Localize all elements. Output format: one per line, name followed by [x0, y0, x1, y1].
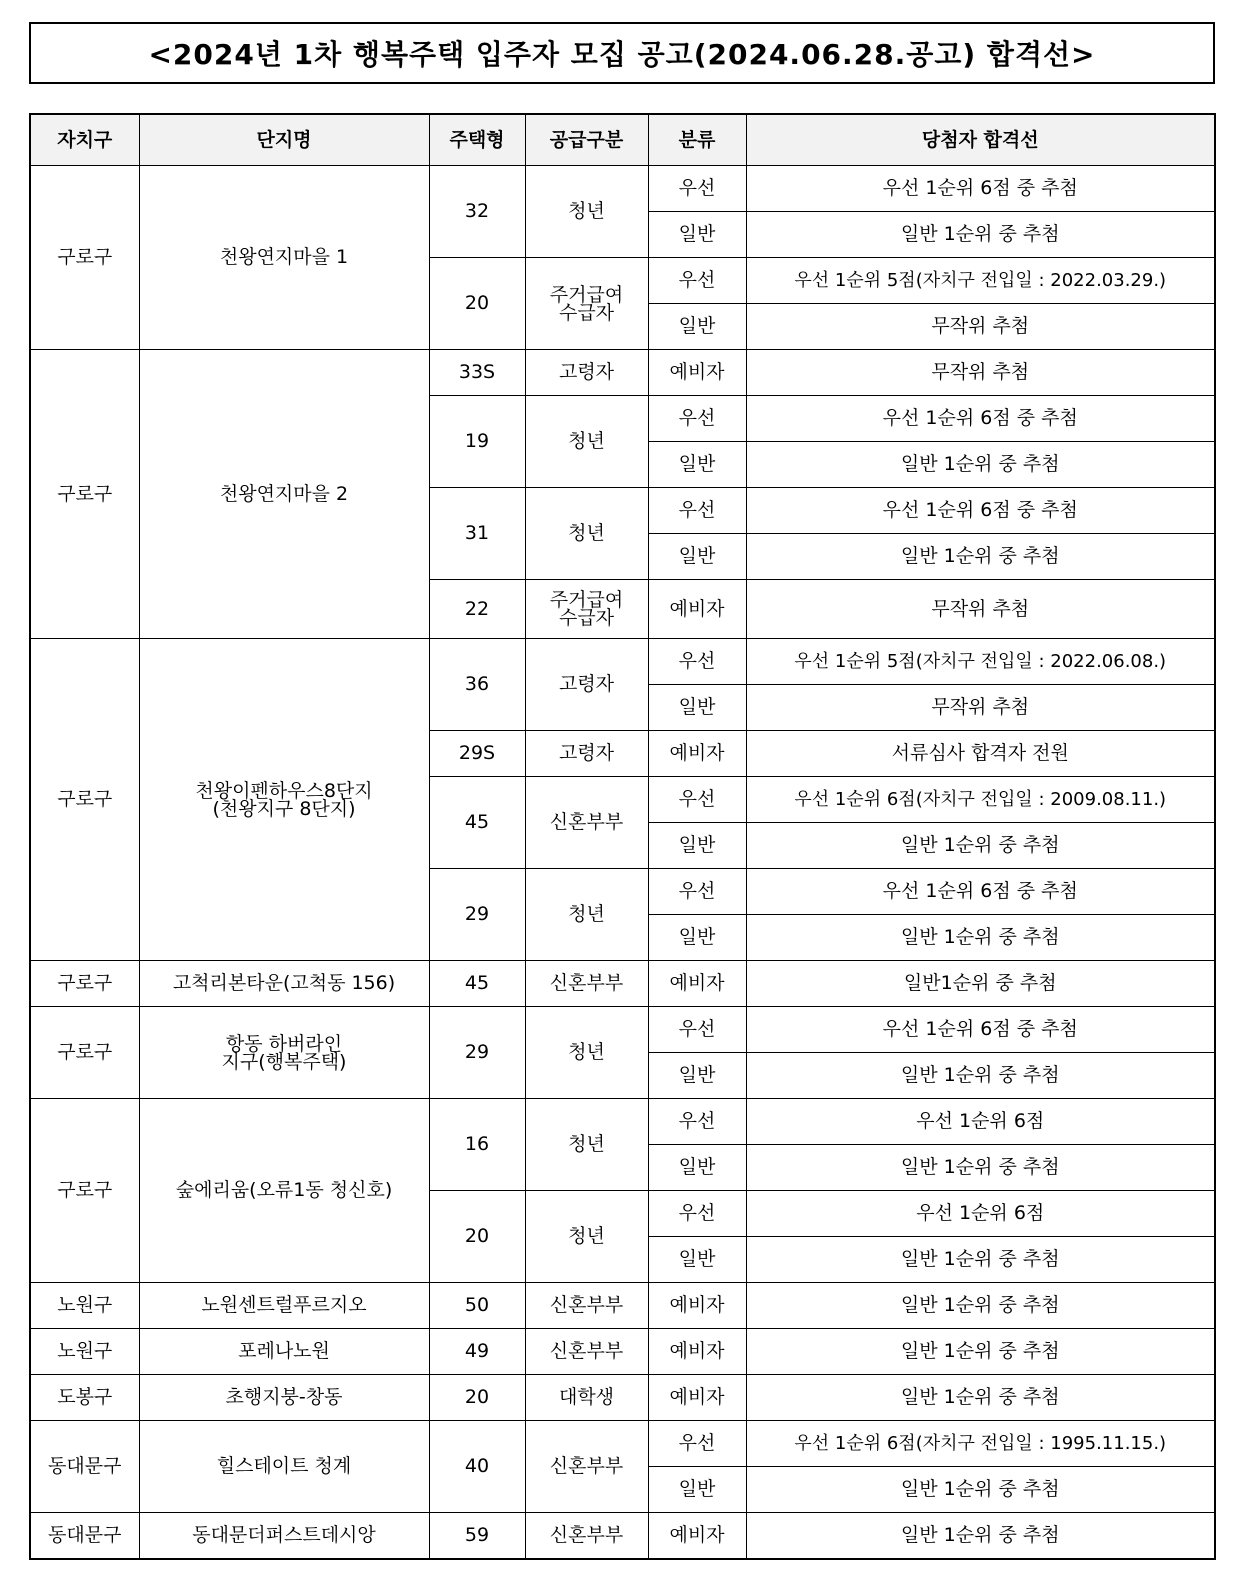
cell-class: 예비자 [648, 1375, 746, 1421]
table-row [30, 1421, 1215, 1467]
cell-type: 45 [429, 777, 525, 869]
cell-supply: 청년 [525, 869, 648, 961]
cell-class: 일반 [648, 212, 746, 258]
cell-gu: 구로구 [30, 961, 139, 1007]
cell-class: 우선 [648, 777, 746, 823]
cell-class: 예비자 [648, 731, 746, 777]
cell-cutline: 일반 1순위 중 추첨 [746, 823, 1215, 869]
cell-complex [139, 639, 429, 961]
cell-type: 31 [429, 488, 525, 580]
table-row [30, 1099, 1215, 1145]
header-type: 주택형 [429, 114, 525, 166]
cell-type: 20 [429, 1191, 525, 1283]
results-table [29, 113, 1216, 1560]
header-row [30, 114, 1215, 166]
cell-class: 우선 [648, 1007, 746, 1053]
cell-supply [525, 580, 648, 639]
cell-cutline: 일반1순위 중 추첨 [746, 961, 1215, 1007]
cell-complex: 천왕연지마을 1 [139, 166, 429, 350]
cell-gu: 구로구 [30, 350, 139, 639]
cell-type: 22 [429, 580, 525, 639]
cell-supply: 신혼부부 [525, 1421, 648, 1513]
cell-type: 59 [429, 1513, 525, 1560]
cell-cutline: 우선 1순위 6점 중 추첨 [746, 1007, 1215, 1053]
cell-gu: 구로구 [30, 639, 139, 961]
cell-cutline: 우선 1순위 6점(자치구 전입일 : 1995.11.15.) [746, 1421, 1215, 1467]
cell-supply [525, 258, 648, 350]
cell-type: 50 [429, 1283, 525, 1329]
cell-type: 36 [429, 639, 525, 731]
cell-gu: 구로구 [30, 1099, 139, 1283]
cell-class: 우선 [648, 1421, 746, 1467]
cell-cutline: 일반 1순위 중 추첨 [746, 1375, 1215, 1421]
cell-class: 예비자 [648, 580, 746, 639]
cell-supply: 청년 [525, 488, 648, 580]
cell-supply: 신혼부부 [525, 1329, 648, 1375]
cell-complex-line1: 항동 하버라인 [225, 1032, 343, 1055]
cell-type: 32 [429, 166, 525, 258]
cell-class: 예비자 [648, 961, 746, 1007]
cell-cutline: 우선 1순위 5점(자치구 전입일 : 2022.03.29.) [746, 258, 1215, 304]
table-row [30, 1283, 1215, 1329]
cell-complex: 숲에리움(오류1동 청신호) [139, 1099, 429, 1283]
cell-supply-line1: 주거급여 [549, 283, 624, 306]
cell-class: 일반 [648, 685, 746, 731]
cell-complex: 천왕연지마을 2 [139, 350, 429, 639]
cell-type: 29S [429, 731, 525, 777]
cell-cutline: 일반 1순위 중 추첨 [746, 1329, 1215, 1375]
cell-supply: 신혼부부 [525, 1513, 648, 1560]
page-title: <2024년 1차 행복주택 입주자 모집 공고(2024.06.28.공고) 합격선> [148, 38, 1096, 71]
cell-gu: 도봉구 [30, 1375, 139, 1421]
cell-class: 예비자 [648, 350, 746, 396]
cell-type: 29 [429, 1007, 525, 1099]
cell-supply: 신혼부부 [525, 961, 648, 1007]
cell-class: 예비자 [648, 1283, 746, 1329]
cell-supply: 청년 [525, 166, 648, 258]
cell-class: 우선 [648, 258, 746, 304]
cell-cutline: 일반 1순위 중 추첨 [746, 212, 1215, 258]
cell-type: 40 [429, 1421, 525, 1513]
table-row [30, 961, 1215, 1007]
cell-supply: 청년 [525, 1099, 648, 1191]
cell-type: 16 [429, 1099, 525, 1191]
cell-complex: 힐스테이트 청계 [139, 1421, 429, 1513]
title-box [29, 22, 1215, 84]
cell-class: 우선 [648, 1099, 746, 1145]
cell-cutline: 무작위 추첨 [746, 580, 1215, 639]
header-cutline: 당첨자 합격선 [746, 114, 1215, 166]
cell-class: 우선 [648, 396, 746, 442]
cell-supply: 고령자 [525, 639, 648, 731]
cell-cutline: 우선 1순위 6점 [746, 1099, 1215, 1145]
cell-cutline: 일반 1순위 중 추첨 [746, 534, 1215, 580]
cell-cutline: 우선 1순위 6점 중 추첨 [746, 488, 1215, 534]
cell-cutline: 우선 1순위 6점 중 추첨 [746, 166, 1215, 212]
cell-class: 일반 [648, 1145, 746, 1191]
cell-cutline: 무작위 추첨 [746, 685, 1215, 731]
cell-cutline: 일반 1순위 중 추첨 [746, 1467, 1215, 1513]
cell-complex: 포레나노원 [139, 1329, 429, 1375]
cell-cutline: 우선 1순위 6점 중 추첨 [746, 869, 1215, 915]
cell-cutline: 일반 1순위 중 추첨 [746, 1145, 1215, 1191]
cell-cutline: 일반 1순위 중 추첨 [746, 1283, 1215, 1329]
table-row [30, 639, 1215, 685]
cell-gu: 노원구 [30, 1329, 139, 1375]
cell-cutline: 우선 1순위 6점(자치구 전입일 : 2009.08.11.) [746, 777, 1215, 823]
cell-cutline: 우선 1순위 6점 중 추첨 [746, 396, 1215, 442]
cell-complex: 노원센트럴푸르지오 [139, 1283, 429, 1329]
cell-class: 일반 [648, 915, 746, 961]
cell-cutline: 일반 1순위 중 추첨 [746, 1513, 1215, 1560]
cell-cutline: 우선 1순위 6점 [746, 1191, 1215, 1237]
cell-class: 일반 [648, 823, 746, 869]
cell-gu: 노원구 [30, 1283, 139, 1329]
cell-type: 49 [429, 1329, 525, 1375]
cell-complex-line2: 지구(행복주택) [221, 1050, 347, 1073]
cell-complex-line1: 천왕이펜하우스8단지 [195, 779, 373, 802]
cell-complex: 고척리본타운(고척동 156) [139, 961, 429, 1007]
cell-class: 일반 [648, 534, 746, 580]
cell-cutline: 무작위 추첨 [746, 304, 1215, 350]
cell-class: 우선 [648, 639, 746, 685]
cell-cutline: 무작위 추첨 [746, 350, 1215, 396]
cell-gu: 구로구 [30, 166, 139, 350]
cell-supply-line1: 주거급여 [549, 589, 624, 611]
cell-class: 일반 [648, 1053, 746, 1099]
header-gu: 자치구 [30, 114, 139, 166]
table-row [30, 1513, 1215, 1560]
table-row [30, 1375, 1215, 1421]
cell-gu: 동대문구 [30, 1513, 139, 1560]
table-row [30, 350, 1215, 396]
header-class: 분류 [648, 114, 746, 166]
cell-cutline: 우선 1순위 5점(자치구 전입일 : 2022.06.08.) [746, 639, 1215, 685]
table-row [30, 166, 1215, 212]
cell-supply-line2: 수급자 [558, 301, 615, 324]
cell-supply-line2: 수급자 [558, 607, 615, 629]
cell-class: 우선 [648, 166, 746, 212]
cell-complex-line2: (천왕지구 8단지) [212, 797, 356, 820]
cell-supply: 신혼부부 [525, 1283, 648, 1329]
cell-class: 일반 [648, 304, 746, 350]
cell-gu: 동대문구 [30, 1421, 139, 1513]
cell-type: 20 [429, 1375, 525, 1421]
cell-cutline: 일반 1순위 중 추첨 [746, 915, 1215, 961]
cell-type: 29 [429, 869, 525, 961]
cell-cutline: 일반 1순위 중 추첨 [746, 1053, 1215, 1099]
table-row [30, 1329, 1215, 1375]
cell-type: 19 [429, 396, 525, 488]
cell-supply: 청년 [525, 396, 648, 488]
header-supply: 공급구분 [525, 114, 648, 166]
cell-supply: 고령자 [525, 350, 648, 396]
cell-supply: 청년 [525, 1191, 648, 1283]
cell-supply: 고령자 [525, 731, 648, 777]
cell-cutline: 서류심사 합격자 전원 [746, 731, 1215, 777]
cell-class: 일반 [648, 442, 746, 488]
cell-supply: 신혼부부 [525, 777, 648, 869]
cell-supply: 청년 [525, 1007, 648, 1099]
cell-class: 일반 [648, 1237, 746, 1283]
cell-class: 우선 [648, 1191, 746, 1237]
cell-class: 예비자 [648, 1513, 746, 1560]
cell-type: 20 [429, 258, 525, 350]
cell-class: 예비자 [648, 1329, 746, 1375]
cell-type: 45 [429, 961, 525, 1007]
cell-complex [139, 1007, 429, 1099]
header-complex: 단지명 [139, 114, 429, 166]
cell-cutline: 일반 1순위 중 추첨 [746, 442, 1215, 488]
cell-class: 일반 [648, 1467, 746, 1513]
cell-complex: 동대문더퍼스트데시앙 [139, 1513, 429, 1560]
cell-class: 우선 [648, 869, 746, 915]
cell-class: 우선 [648, 488, 746, 534]
cell-gu: 구로구 [30, 1007, 139, 1099]
table-row [30, 1007, 1215, 1053]
cell-cutline: 일반 1순위 중 추첨 [746, 1237, 1215, 1283]
cell-complex: 초행지붕-창동 [139, 1375, 429, 1421]
cell-type: 33S [429, 350, 525, 396]
cell-supply: 대학생 [525, 1375, 648, 1421]
